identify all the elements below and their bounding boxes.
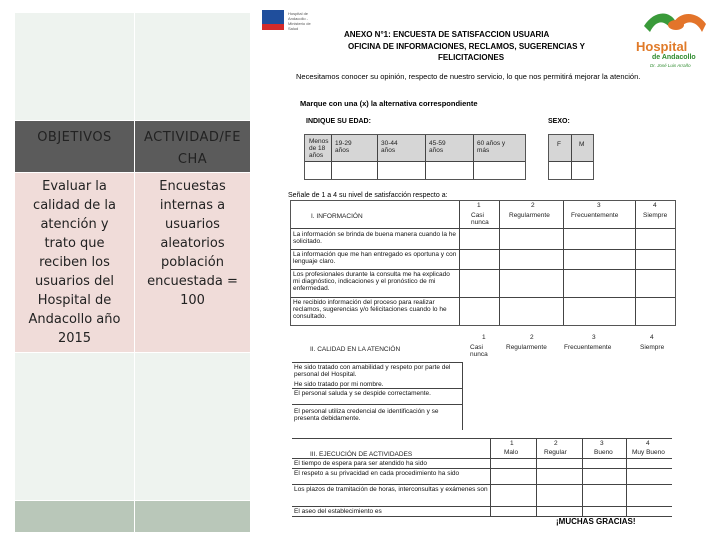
section2-num-4: 4 (650, 334, 654, 341)
scale-intro: Señale de 1 a 4 su nivel de satisfacción respecto a: (288, 192, 448, 199)
section2-title: II. CALIDAD EN LA ATENCIÓN (310, 346, 401, 353)
section1-scale-1: Casi nunca (471, 212, 489, 226)
section2-num-1: 1 (482, 334, 486, 341)
handshake-icon (640, 6, 710, 40)
table-row (15, 173, 251, 353)
sex-table (548, 134, 594, 180)
section1-title: I. INFORMACIÓN (311, 213, 363, 220)
closing-text: ¡MUCHAS GRACIAS! (556, 517, 636, 526)
sex-label: SEXO: (548, 118, 570, 125)
header-objetivos: OBJETIVOS (15, 121, 135, 173)
section3-scale-2: Regular (544, 449, 567, 456)
doc-title-line1: ANEXO N°1: ENCUESTA DE SATISFACCION USUARIA (344, 30, 550, 39)
section1-scale-4: Siempre (643, 212, 668, 219)
section3-num-2: 2 (554, 440, 558, 447)
section2-num-2: 2 (530, 334, 534, 341)
section2-scale-2: Regularmente (506, 344, 547, 351)
age-label: INDIQUE SU EDAD: (306, 118, 371, 125)
section3-scale-3: Bueno (594, 449, 613, 456)
ministry-logo (262, 10, 320, 68)
section-quality (292, 332, 670, 432)
section2-question-1: He sido tratado con amabilidad y respeto por parte del personal del Hospital. (294, 364, 451, 378)
section3-question-2: El respeto a su privacidad en cada procedimiento ha sido (294, 470, 460, 477)
doc-title-line3: FELICITACIONES (438, 53, 505, 62)
section3-num-3: 3 (600, 440, 604, 447)
age-option-4[interactable]: 45-59 años (429, 140, 446, 154)
header-actividad-fecha (135, 121, 251, 173)
age-option-1[interactable]: Menos de 18 años (309, 138, 329, 159)
section1-num-2: 2 (531, 202, 535, 209)
ministry-logo-red-bar (262, 24, 284, 30)
section1-scale-3: Frecuentemente (571, 212, 619, 219)
table-top-band (15, 13, 251, 121)
section3-question-4: El aseo del establecimiento es (294, 508, 382, 515)
table-footer-band (15, 501, 251, 533)
section1-num-3: 3 (597, 202, 601, 209)
activity-cell (135, 173, 251, 353)
survey-document (252, 0, 720, 540)
section-activities (292, 438, 672, 518)
section1-question-1: La información se brinda de buena manera cuando la he solicitado. (293, 231, 456, 245)
section1-scale-2: Regularmente (509, 212, 550, 219)
section2-scale-3: Frecuentemente (564, 344, 612, 351)
sex-option-f[interactable]: F (557, 141, 561, 148)
age-option-2[interactable]: 19-29 años (335, 140, 352, 154)
section2-question-3: El personal saluda y se despide correctamente. (294, 390, 431, 397)
section2-scale-1: Casi nunca (470, 344, 488, 358)
age-table (304, 134, 526, 180)
section3-question-1: El tiempo de espera para ser atendido ha sido (294, 460, 427, 467)
section2-scale-4: Siempre (640, 344, 665, 351)
section1-question-3: Los profesionales durante la consulta me ha explicado mi diagnóstico, indicaciones y el pronóstico de mi enfermedad. (293, 271, 450, 292)
sex-option-m[interactable]: M (579, 141, 585, 148)
header-actividad-fecha-text: ACTIVIDAD/FECHA (144, 130, 241, 167)
section1-num-1: 1 (477, 202, 481, 209)
section3-title: III. EJECUCIÓN DE ACTIVIDADES (310, 451, 413, 458)
table-header-row (15, 121, 251, 173)
ministry-logo-text: Hospital de Andacollo - Ministerio de Salud (288, 11, 311, 31)
section-information (290, 200, 676, 326)
hospital-logo-name: Hospital (636, 39, 688, 54)
section3-num-4: 4 (646, 440, 650, 447)
section2-num-3: 3 (592, 334, 596, 341)
intro-text: Necesitamos conocer su opinión, respecto de nuestro servicio, lo que nos permitirá mejorar la atención. (296, 72, 641, 81)
section1-question-2: La información que me han entregado es oportuna y con lenguaje claro. (293, 251, 457, 265)
section3-scale-1: Malo (504, 449, 519, 456)
hospital-logo (632, 4, 718, 70)
activity-text: Encuestas internas a usuarios aleatorios población encuestada = 100 (147, 179, 238, 308)
instruction-text: Marque con una (x) la alternativa correspondiente (300, 99, 478, 108)
objective-text: Evaluar la calidad de la atención y trato que reciben los usuarios del Hospital de Andacollo año 2015 (28, 179, 121, 346)
doc-title-line2: OFICINA DE INFORMACIONES, RECLAMOS, SUGERENCIAS Y (348, 42, 585, 51)
section3-num-1: 1 (510, 440, 514, 447)
section3-question-3: Los plazos de tramitación de horas, interconsultas y exámenes son (294, 486, 488, 493)
section2-question-2: He sido tratado por mi nombre. (294, 381, 384, 388)
age-option-5[interactable]: 60 años y más (477, 140, 506, 154)
hospital-logo-sub: de Andacollo (652, 54, 696, 61)
age-option-3[interactable]: 30-44 años (381, 140, 398, 154)
table-empty-row (15, 353, 251, 501)
ministry-logo-blue-bar (262, 10, 284, 24)
section1-question-4: He recibido información del proceso para realizar reclamos, sugerencias y/o felicitaciones cuando lo he consultado. (293, 299, 447, 320)
objectives-table (14, 12, 251, 533)
section1-num-4: 4 (653, 202, 657, 209)
section3-scale-4: Muy Bueno (632, 449, 665, 456)
section2-question-4: El personal utiliza credencial de identificación y se presenta debidamente. (294, 408, 439, 422)
hospital-logo-tag: Dr. José Luis Arraño (650, 63, 691, 68)
objective-cell (15, 173, 135, 353)
